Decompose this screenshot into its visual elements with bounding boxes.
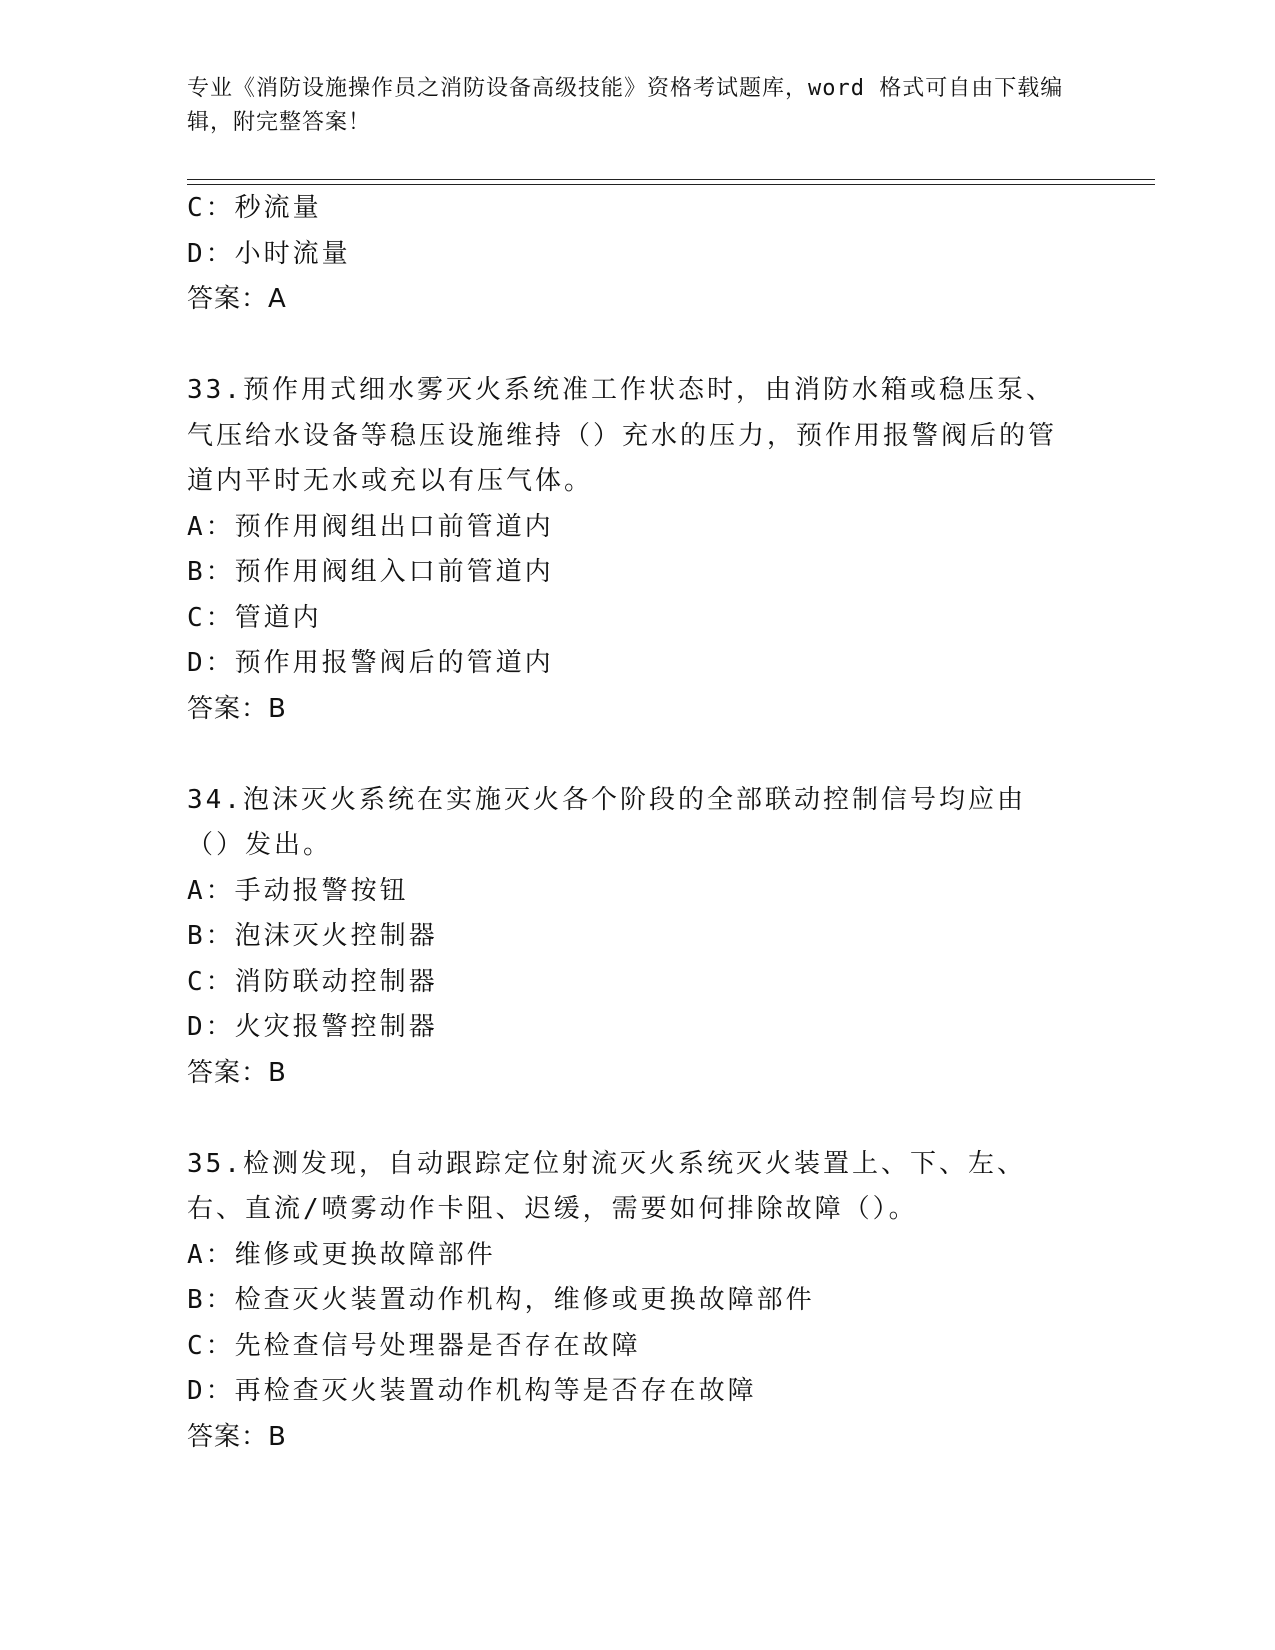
question-stem: 34.泡沫灭火系统在实施灭火各个阶段的全部联动控制信号均应由（）发出。 — [187, 784, 1026, 860]
option-b: B：检查灭火装置动作机构，维修或更换故障部件 — [187, 1285, 815, 1315]
option-d: D：火灾报警控制器 — [187, 1012, 438, 1042]
option-c: C：管道内 — [187, 602, 322, 633]
question-34 — [187, 778, 1087, 1097]
option-d: D：预作用报警阀后的管道内 — [187, 648, 554, 678]
answer-line: 答案：B — [187, 1421, 287, 1452]
option-c: C：先检查信号处理器是否存在故障 — [187, 1330, 641, 1361]
lead-question-tail — [187, 186, 1087, 323]
answer-line: 答案：B — [187, 693, 287, 724]
option-b: B：预作用阀组入口前管道内 — [187, 557, 554, 587]
option-c: C：秒流量 — [187, 193, 322, 223]
question-33 — [187, 368, 1087, 732]
spacer — [187, 1096, 1087, 1142]
option-a: A：维修或更换故障部件 — [187, 1239, 496, 1270]
header-rule-bottom — [187, 184, 1155, 185]
header-rule-top — [187, 179, 1155, 180]
option-d: D：再检查灭火装置动作机构等是否存在故障 — [187, 1376, 757, 1406]
spacer — [187, 732, 1087, 778]
option-c: C：消防联动控制器 — [187, 966, 438, 997]
document-header: 专业《消防设施操作员之消防设备高级技能》资格考试题库，word 格式可自由下载编辑，附完整答案！ — [187, 76, 1064, 135]
question-stem: 33.预作用式细水雾灭火系统准工作状态时，由消防水箱或稳压泵、气压给水设备等稳压设施维持（）充水的压力，预作用报警阀后的管道内平时无水或充以有压气体。 — [187, 375, 1058, 496]
answer-line: 答案：B — [187, 1057, 287, 1088]
option-a: A：手动报警按钮 — [187, 875, 409, 906]
question-35 — [187, 1142, 1087, 1461]
option-b: B：泡沫灭火控制器 — [187, 921, 438, 951]
spacer — [187, 323, 1087, 369]
answer-line: 答案：A — [187, 284, 287, 314]
option-a: A：预作用阀组出口前管道内 — [187, 511, 554, 542]
question-stem: 35.检测发现，自动跟踪定位射流灭火系统灭火装置上、下、左、右、直流/喷雾动作卡阻、迟缓，需要如何排除故障（）。 — [187, 1148, 1026, 1224]
option-d: D：小时流量 — [187, 238, 351, 269]
question-list — [187, 186, 1087, 1460]
